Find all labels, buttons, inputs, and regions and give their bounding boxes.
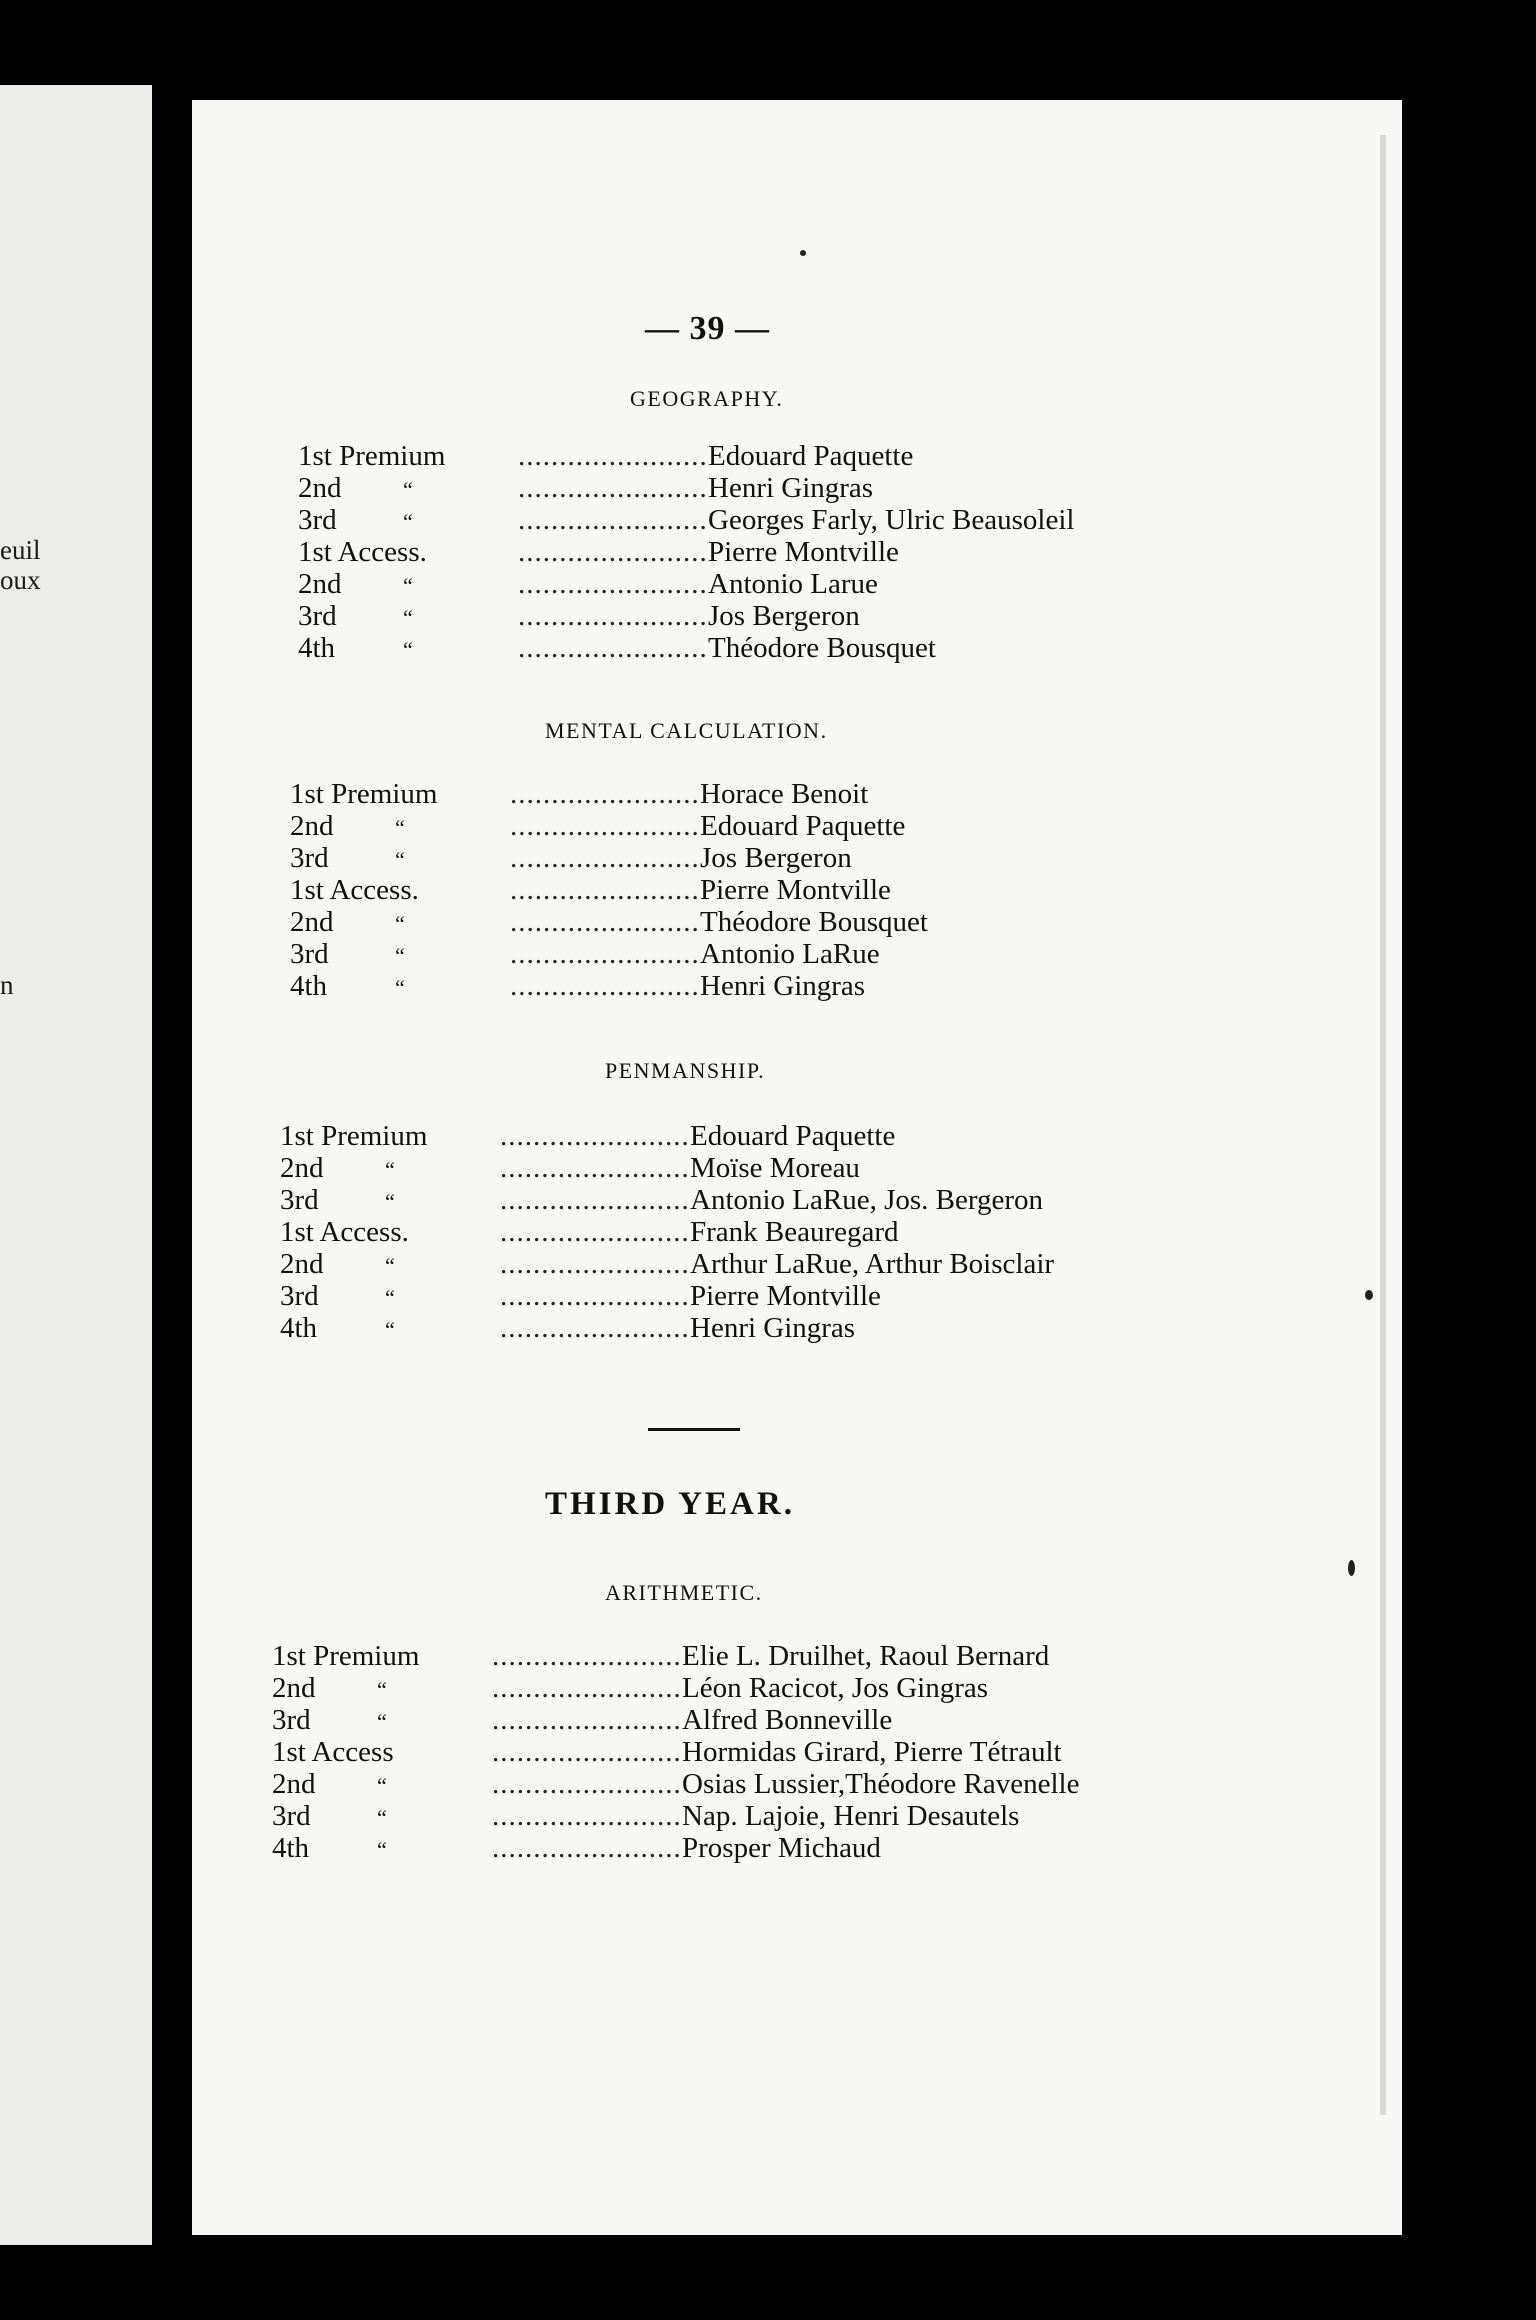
section-heading-mental-calculation: MENTAL CALCULATION.	[545, 718, 828, 743]
ditto-mark: “	[385, 1253, 395, 1278]
section-heading-arithmetic: ARITHMETIC.	[605, 1580, 763, 1605]
ditto-mark: “	[395, 847, 405, 872]
list-item	[272, 1704, 1079, 1736]
section-heading-geography: GEOGRAPHY.	[630, 386, 784, 411]
award-name: Edouard Paquette	[708, 440, 914, 472]
dot-leader	[500, 1216, 690, 1248]
list-item	[298, 536, 1074, 568]
section-penmanship	[280, 1120, 1054, 1344]
award-name: Henri Gingras	[690, 1312, 856, 1344]
rank-label: 3rd	[272, 1704, 311, 1736]
award-name: Pierre Montville	[700, 874, 891, 906]
ditto-mark: “	[403, 637, 413, 662]
dot-leader	[500, 1120, 690, 1152]
ditto-mark: “	[395, 943, 405, 968]
rank-label: 1st Access.	[298, 536, 427, 568]
dot-leader	[492, 1736, 682, 1768]
list-item	[272, 1800, 1079, 1832]
left-page-fragment: n	[0, 970, 14, 1000]
year-heading: THIRD YEAR.	[545, 1486, 795, 1522]
award-name: Horace Benoit	[700, 778, 869, 810]
dot-leader	[510, 810, 700, 842]
rank-label: 4th	[298, 632, 336, 664]
rank-label: 3rd	[280, 1280, 319, 1312]
section-arithmetic	[272, 1640, 1079, 1864]
list-item	[298, 504, 1074, 536]
dot-leader	[492, 1832, 682, 1864]
rank-label: 1st Premium	[290, 778, 438, 810]
ditto-mark: “	[403, 509, 413, 534]
list-item	[280, 1280, 1054, 1312]
section-mental-calculation	[290, 778, 928, 1002]
rank-label: 2nd	[298, 472, 342, 504]
dot-leader	[492, 1672, 682, 1704]
dot-leader	[500, 1152, 690, 1184]
award-name: Théodore Bousquet	[700, 906, 928, 938]
rank-label: 1st Premium	[280, 1120, 428, 1152]
ditto-mark: “	[395, 815, 405, 840]
left-page-strip	[0, 85, 152, 2245]
dot-leader	[518, 568, 708, 600]
list-item	[280, 1216, 1054, 1248]
dot-leader	[518, 504, 708, 536]
award-name: Antonio Larue	[708, 568, 878, 600]
ditto-mark: “	[377, 1773, 387, 1798]
ditto-mark: “	[377, 1709, 387, 1734]
ditto-mark: “	[377, 1677, 387, 1702]
rank-label: 1st Access	[272, 1736, 394, 1768]
ditto-mark: “	[395, 911, 405, 936]
dot-leader	[518, 472, 708, 504]
award-name: Antonio LaRue, Jos. Bergeron	[690, 1184, 1044, 1216]
award-name: Edouard Paquette	[690, 1120, 896, 1152]
section-divider	[648, 1428, 740, 1431]
list-item	[280, 1152, 1054, 1184]
award-name: Hormidas Girard, Pierre Tétrault	[682, 1736, 1062, 1768]
ditto-mark: “	[385, 1189, 395, 1214]
award-name: Jos Bergeron	[700, 842, 852, 874]
dot-leader	[510, 938, 700, 970]
scan-speck	[1348, 1560, 1355, 1576]
award-name: Moïse Moreau	[690, 1152, 860, 1184]
left-page-fragment: euil	[0, 535, 41, 565]
rank-label: 3rd	[280, 1184, 319, 1216]
list-item	[272, 1832, 1079, 1864]
rank-label: 1st Premium	[298, 440, 446, 472]
dot-leader	[510, 906, 700, 938]
list-item	[272, 1672, 1079, 1704]
list-item	[290, 970, 928, 1002]
rank-label: 2nd	[280, 1248, 324, 1280]
award-name: Alfred Bonneville	[682, 1704, 893, 1736]
list-item	[272, 1640, 1079, 1672]
rank-label: 2nd	[290, 810, 334, 842]
list-item	[272, 1736, 1079, 1768]
rank-label: 3rd	[290, 842, 329, 874]
award-name: Henri Gingras	[708, 472, 874, 504]
dot-leader	[492, 1704, 682, 1736]
ditto-mark: “	[385, 1317, 395, 1342]
dot-leader	[518, 632, 708, 664]
rank-label: 1st Access.	[280, 1216, 409, 1248]
left-page-fragment: oux	[0, 565, 41, 595]
award-name: Osias Lussier,Théodore Ravenelle	[682, 1768, 1080, 1800]
list-item	[290, 810, 928, 842]
dot-leader	[500, 1184, 690, 1216]
rank-label: 1st Access.	[290, 874, 419, 906]
award-name: Edouard Paquette	[700, 810, 906, 842]
award-name: Arthur LaRue, Arthur Boisclair	[690, 1248, 1055, 1280]
rank-label: 2nd	[272, 1768, 316, 1800]
list-item	[298, 568, 1074, 600]
ditto-mark: “	[385, 1285, 395, 1310]
dot-leader	[518, 440, 708, 472]
list-item	[290, 938, 928, 970]
rank-label: 2nd	[280, 1152, 324, 1184]
award-name: Pierre Montville	[708, 536, 899, 568]
award-name: Frank Beauregard	[690, 1216, 899, 1248]
dot-leader	[518, 536, 708, 568]
list-item	[298, 600, 1074, 632]
rank-label: 3rd	[298, 600, 337, 632]
dot-leader	[492, 1640, 682, 1672]
award-name: Léon Racicot, Jos Gingras	[682, 1672, 989, 1704]
rank-label: 4th	[290, 970, 328, 1002]
award-name: Pierre Montville	[690, 1280, 881, 1312]
award-name: Georges Farly, Ulric Beausoleil	[708, 504, 1075, 536]
rank-label: 3rd	[290, 938, 329, 970]
dot-leader	[500, 1248, 690, 1280]
award-name: Antonio LaRue	[700, 938, 880, 970]
ditto-mark: “	[403, 477, 413, 502]
dot-leader	[510, 970, 700, 1002]
award-name: Nap. Lajoie, Henri Desautels	[682, 1800, 1020, 1832]
ditto-mark: “	[395, 975, 405, 1000]
list-item	[280, 1120, 1054, 1152]
dot-leader	[500, 1280, 690, 1312]
dot-leader	[492, 1768, 682, 1800]
list-item	[298, 440, 1074, 472]
dot-leader	[500, 1312, 690, 1344]
ditto-mark: “	[377, 1805, 387, 1830]
page-number: — 39 —	[645, 310, 770, 347]
ditto-mark: “	[403, 605, 413, 630]
dot-leader	[510, 874, 700, 906]
list-item	[298, 472, 1074, 504]
scan-speck	[800, 250, 806, 256]
rank-label: 2nd	[290, 906, 334, 938]
rank-label: 3rd	[298, 504, 337, 536]
rank-label: 2nd	[298, 568, 342, 600]
rank-label: 2nd	[272, 1672, 316, 1704]
list-item	[298, 632, 1074, 664]
list-item	[280, 1184, 1054, 1216]
list-item	[290, 906, 928, 938]
dot-leader	[510, 842, 700, 874]
award-name: Henri Gingras	[700, 970, 866, 1002]
dot-leader	[510, 778, 700, 810]
award-name: Elie L. Druilhet, Raoul Bernard	[682, 1640, 1050, 1672]
list-item	[280, 1312, 1054, 1344]
page-edge	[1380, 135, 1386, 2115]
award-name: Prosper Michaud	[682, 1832, 881, 1864]
dot-leader	[492, 1800, 682, 1832]
award-name: Théodore Bousquet	[708, 632, 936, 664]
list-item	[272, 1768, 1079, 1800]
rank-label: 1st Premium	[272, 1640, 420, 1672]
rank-label: 3rd	[272, 1800, 311, 1832]
rank-label: 4th	[272, 1832, 310, 1864]
ditto-mark: “	[377, 1837, 387, 1862]
list-item	[290, 778, 928, 810]
section-heading-penmanship: PENMANSHIP.	[605, 1058, 766, 1083]
dot-leader	[518, 600, 708, 632]
list-item	[280, 1248, 1054, 1280]
scan-speck	[1365, 1290, 1373, 1300]
list-item	[290, 874, 928, 906]
ditto-mark: “	[385, 1157, 395, 1182]
section-geography	[298, 440, 1074, 664]
ditto-mark: “	[403, 573, 413, 598]
award-name: Jos Bergeron	[708, 600, 860, 632]
rank-label: 4th	[280, 1312, 318, 1344]
list-item	[290, 842, 928, 874]
